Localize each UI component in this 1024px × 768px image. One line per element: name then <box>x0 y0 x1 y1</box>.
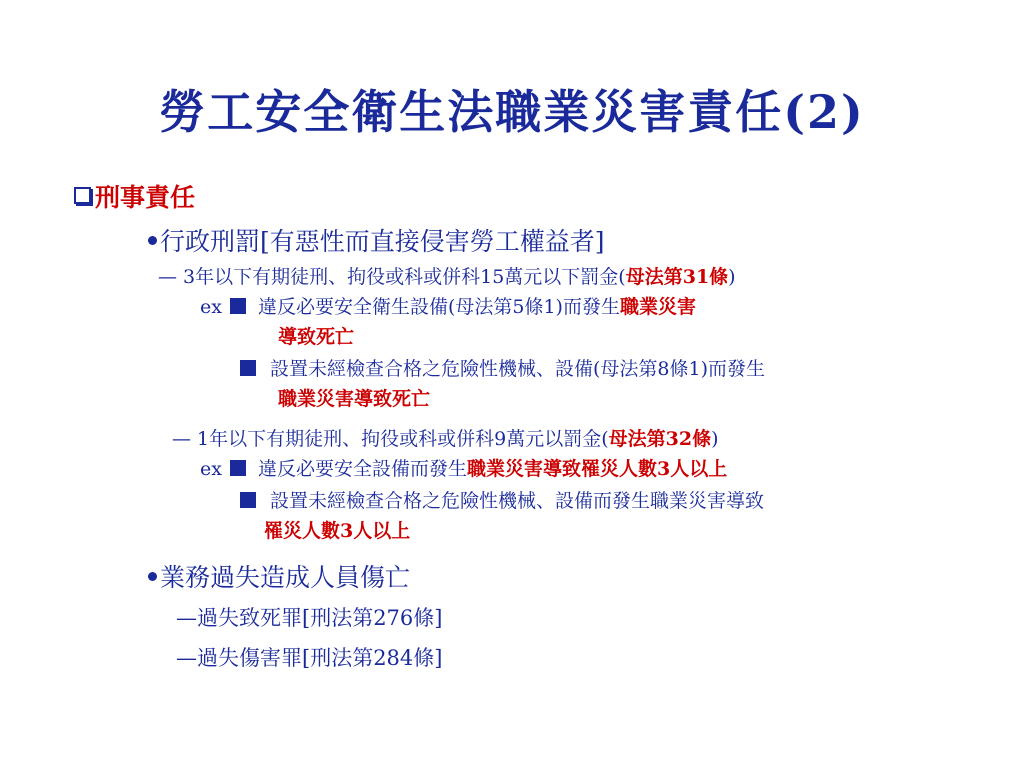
admin-penalty-heading-text: 行政刑罰[有惡性而直接侵害勞工權益者] <box>160 227 605 256</box>
square-bullet-icon <box>240 492 256 508</box>
example-highlight: 職業災害 <box>619 296 696 318</box>
penalty-a-example-2-cont: 職業災害導致死亡 <box>278 388 431 410</box>
admin-penalty-heading <box>148 222 605 258</box>
penalty-a-example-1 <box>200 292 696 319</box>
penalty-a-close: ) <box>728 266 736 288</box>
penalty-a-text: — 3年以下有期徒刑、拘役或科或併科15萬元以下罰金( <box>158 266 626 288</box>
penalty-b-example-2 <box>240 486 764 513</box>
example-label: ex <box>200 458 222 480</box>
penalty-a-example-1-cont: 導致死亡 <box>278 326 355 348</box>
penalty-b-text: — 1年以下有期徒刑、拘役或科或併科9萬元以罰金( <box>172 428 609 450</box>
negligence-item-2: —過失傷害罪[刑法第284條] <box>176 646 443 670</box>
example-text: 違反必要安全設備而發生 <box>257 458 467 480</box>
penalty-b-line <box>172 424 719 451</box>
negligence-heading-text: 業務過失造成人員傷亡 <box>160 563 411 592</box>
negligence-heading <box>148 558 410 594</box>
penalty-b-example-1 <box>200 454 727 481</box>
square-bullet-icon <box>240 360 256 376</box>
penalty-a-line <box>158 262 736 289</box>
square-bullet-icon <box>230 460 246 476</box>
penalty-a-example-2 <box>240 354 765 381</box>
checkbox-bullet-icon <box>74 187 91 204</box>
negligence-item-1: —過失致死罪[刑法第276條] <box>176 606 443 630</box>
example-label: ex <box>200 296 222 318</box>
example-text: 違反必要安全衛生設備(母法第5條1)而發生 <box>257 296 620 318</box>
example-highlight: 職業災害導致罹災人數3人以上 <box>466 458 728 480</box>
penalty-b-close: ) <box>711 428 719 450</box>
bullet-icon <box>148 236 157 245</box>
slide-title: 勞工安全衛生法職業災害責任(2) <box>159 85 865 139</box>
penalty-b-example-2-cont: 罹災人數3人以上 <box>264 520 411 542</box>
example-text: 設置未經檢查合格之危險性機械、設備(母法第8條1)而發生 <box>270 358 766 380</box>
penalty-b-law-ref: 母法第32條 <box>608 428 712 450</box>
example-text: 設置未經檢查合格之危險性機械、設備而發生職業災害導致 <box>270 490 765 512</box>
square-bullet-icon <box>230 298 246 314</box>
penalty-a-law-ref: 母法第31條 <box>625 266 729 288</box>
section-heading-text: 刑事責任 <box>95 183 196 212</box>
section-heading <box>74 178 195 214</box>
bullet-icon <box>148 572 157 581</box>
